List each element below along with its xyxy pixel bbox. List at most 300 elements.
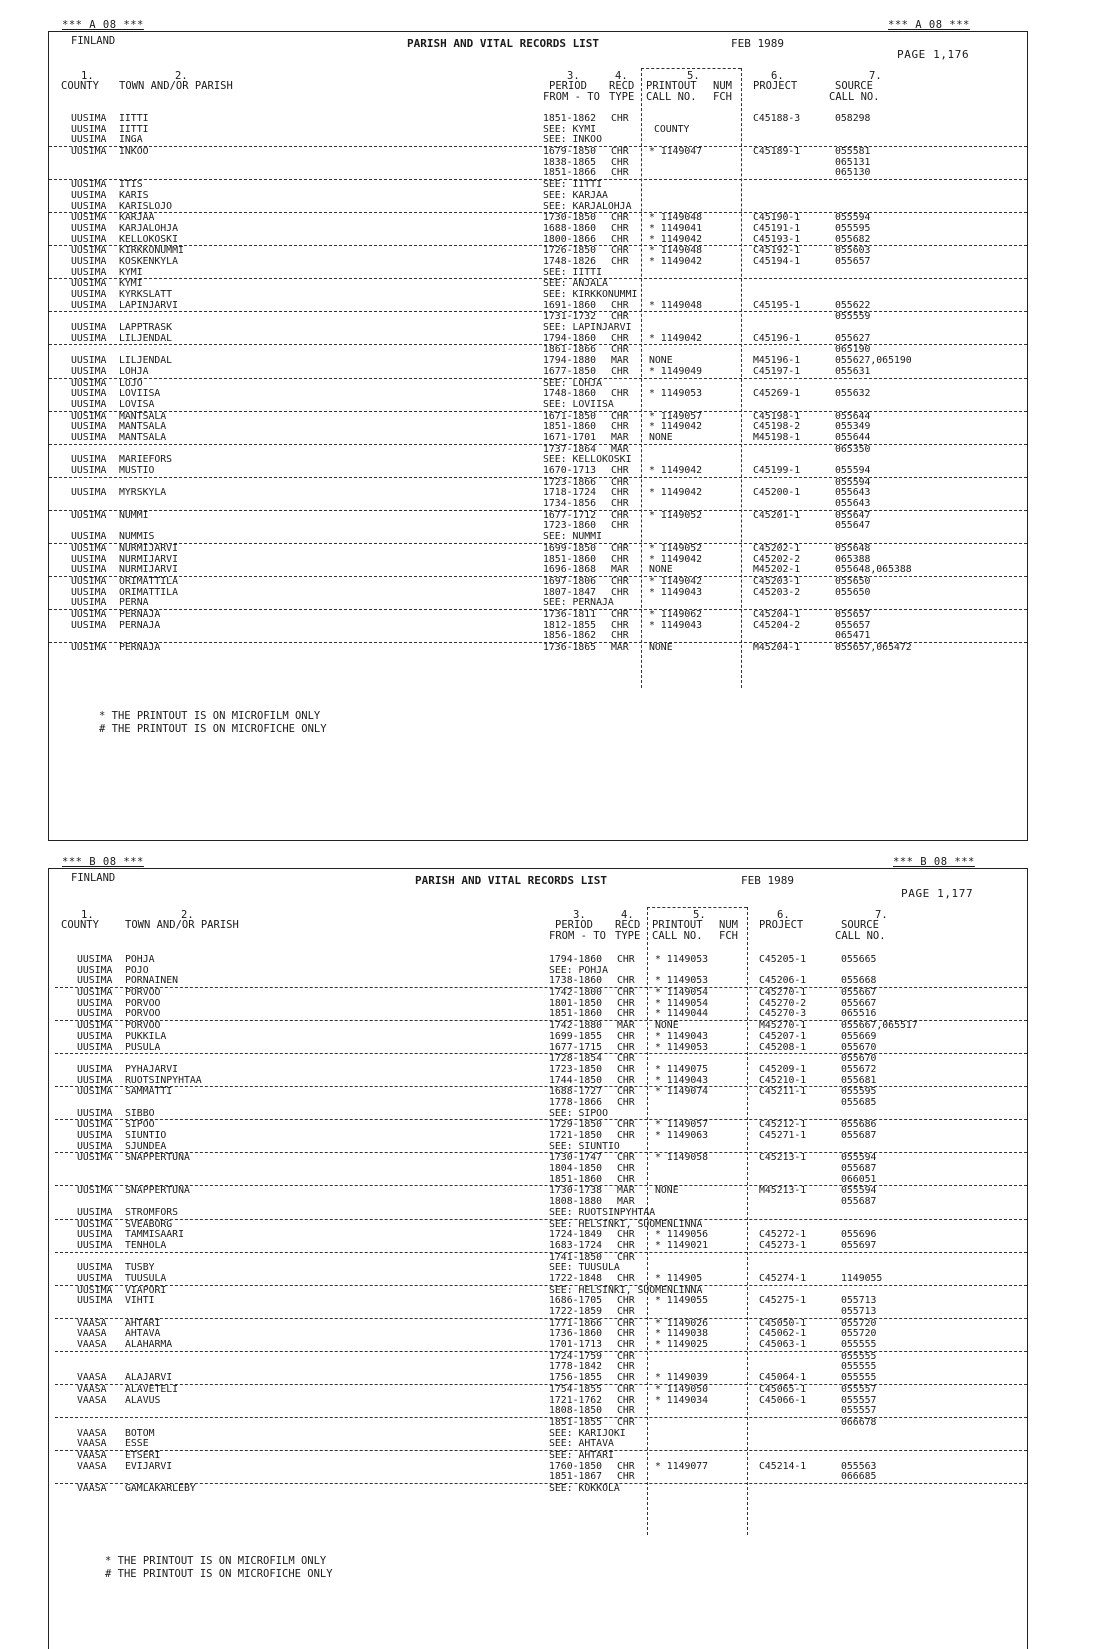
table-row	[49, 478, 1027, 489]
table-row	[49, 279, 1027, 290]
table-row	[49, 213, 1027, 224]
table-row	[55, 1329, 1027, 1340]
cell-type: CHR	[611, 476, 629, 488]
table-row	[55, 1396, 1027, 1407]
cell-period: 1728-1854	[549, 1053, 603, 1065]
table-row	[55, 1065, 1027, 1076]
page-b-stars-right: *** B 08 ***	[893, 856, 975, 868]
col-town: TOWN AND/OR PARISH	[119, 80, 233, 92]
cell-period: 1677-1715	[549, 1041, 603, 1053]
cell-source-call-no: 065388	[835, 553, 871, 565]
cell-period: 1738-1860	[549, 975, 603, 987]
column-header-row2	[49, 930, 1027, 942]
cell-period: SEE: NUMMI	[543, 531, 602, 543]
table-row	[55, 1418, 1027, 1429]
cell-project: M45213-1	[759, 1185, 807, 1197]
table-row	[55, 1362, 1027, 1373]
cell-town: SNAPPERTUNA	[125, 1152, 190, 1164]
cell-project: C45273-1	[759, 1239, 807, 1251]
cell-type: CHR	[617, 1306, 635, 1317]
cell-type: CHR	[617, 1163, 635, 1175]
cell-type: MAR	[617, 1020, 635, 1032]
cell-source-call-no: 055682	[835, 233, 871, 245]
cell-period: 1737-1864	[543, 443, 597, 455]
cell-town: KYMI	[119, 266, 143, 278]
cell-county: UUSIMA	[71, 398, 107, 410]
cell-type: CHR	[611, 520, 629, 532]
cell-town: KYMI	[119, 278, 143, 290]
table-row	[55, 976, 1027, 988]
cell-town: KARIS	[119, 189, 149, 201]
table-row	[49, 257, 1027, 268]
cell-type: CHR	[611, 233, 629, 245]
cell-period: 1800-1866	[543, 233, 597, 245]
cell-type: CHR	[617, 1295, 635, 1307]
cell-county: UUSIMA	[71, 233, 107, 245]
cell-printout-call-no: * 1149042	[649, 332, 703, 344]
cell-project: C45050-1	[759, 1317, 807, 1329]
col-source-callno: CALL NO.	[829, 91, 880, 103]
cell-source-call-no: 055594	[835, 465, 871, 476]
cell-printout-call-no: * 1149053	[649, 388, 703, 400]
cell-county: UUSIMA	[77, 1152, 113, 1164]
cell-period: 1729-1850	[549, 1119, 603, 1131]
cell-type: CHR	[617, 1339, 635, 1351]
table-row	[55, 1429, 1027, 1440]
cell-county: UUSIMA	[77, 1140, 113, 1152]
cell-town: PUSULA	[125, 1041, 161, 1053]
cell-county: VAASA	[77, 1328, 107, 1340]
country-label: FINLAND	[71, 872, 116, 884]
table-row	[55, 1076, 1027, 1088]
table-row	[55, 1186, 1027, 1197]
cell-source-call-no: 055657	[835, 619, 871, 631]
col-callno: CALL NO.	[646, 91, 697, 103]
col-num-1: 1.	[81, 909, 94, 921]
cell-town: ORIMATTILA	[119, 575, 178, 587]
cell-type: CHR	[617, 1317, 635, 1329]
cell-period: 1731-1732	[543, 311, 597, 323]
table-row	[55, 1087, 1027, 1098]
cell-source-call-no: 055555	[841, 1372, 877, 1384]
cell-town: SIBBO	[125, 1107, 155, 1119]
col-recd: RECD	[615, 919, 641, 931]
table-row	[49, 367, 1027, 379]
table-row	[49, 135, 1027, 147]
page-a	[48, 31, 1028, 841]
cell-town: LOHJA	[119, 365, 149, 377]
table-row	[49, 235, 1027, 247]
cell-county: UUSIMA	[71, 365, 107, 377]
cell-type: CHR	[617, 1272, 635, 1284]
cell-project: C45213-1	[759, 1152, 807, 1164]
cell-period: 1736-1865	[543, 642, 597, 653]
cell-source-call-no: 055555	[841, 1350, 877, 1362]
table-row	[55, 1286, 1027, 1297]
cell-county: UUSIMA	[71, 465, 107, 476]
cell-type: CHR	[617, 1471, 635, 1483]
col-num-2: 2.	[175, 70, 188, 82]
cell-printout-call-no: * 1149054	[655, 997, 709, 1009]
cell-type: CHR	[611, 575, 629, 587]
col-num-4: 4.	[621, 909, 634, 921]
cell-period: 1671-1850	[543, 410, 597, 422]
cell-town: KARISLOJO	[119, 200, 173, 212]
cell-town: KELLOKOSKI	[119, 233, 178, 245]
cell-county: UUSIMA	[77, 1020, 113, 1032]
cell-source-call-no: 055647	[835, 520, 871, 532]
cell-type: CHR	[611, 553, 629, 565]
cell-town: BOTOM	[125, 1427, 155, 1439]
cell-project: C45199-1	[753, 465, 801, 476]
cell-town: IITTI	[119, 123, 149, 135]
cell-type: MAR	[617, 1196, 635, 1208]
cell-town: PERNAJA	[119, 619, 161, 631]
page-a-stars-right: *** A 08 ***	[888, 19, 970, 31]
cell-type: CHR	[611, 332, 629, 344]
cell-printout-call-no: * 1149062	[649, 608, 703, 620]
cell-project: C45196-1	[753, 332, 801, 344]
table-row	[49, 499, 1027, 511]
cell-type: CHR	[617, 1383, 635, 1395]
table-row	[49, 180, 1027, 191]
cell-printout-call-no: * 1149052	[649, 542, 703, 554]
cell-county: UUSIMA	[77, 1030, 113, 1042]
table-row	[49, 290, 1027, 301]
cell-source-call-no: 055563	[841, 1460, 877, 1472]
cell-county: UUSIMA	[71, 113, 107, 124]
cell-project: C45271-1	[759, 1130, 807, 1141]
cell-period: 1736-1811	[543, 608, 597, 620]
cell-town: KYRKSLATT	[119, 289, 173, 300]
table-row	[55, 955, 1027, 966]
cell-county: UUSIMA	[77, 1206, 113, 1218]
cell-town: ALAJARVI	[125, 1372, 173, 1384]
cell-period: 1670-1713	[543, 465, 597, 476]
cell-type: CHR	[611, 487, 629, 499]
col-num-5: 5.	[687, 70, 700, 82]
cell-printout-call-no: * 1149042	[649, 553, 703, 565]
cell-period: SEE: HELSINKI, SUOMENLINNA	[549, 1284, 703, 1296]
cell-town: INGA	[119, 134, 143, 146]
col-fch: FCH	[719, 930, 738, 942]
col5-box-top	[641, 68, 741, 69]
cell-printout-call-no: NONE	[655, 1185, 679, 1197]
cell-source-call-no: 065190	[835, 344, 871, 356]
cell-type: CHR	[617, 1239, 635, 1251]
cell-printout-call-no: * 1149057	[649, 410, 703, 422]
table-row	[49, 433, 1027, 445]
cell-county: UUSIMA	[77, 1107, 113, 1119]
cell-town: KARJAA	[119, 212, 155, 224]
cell-project: C45204-1	[753, 608, 801, 620]
table-row	[55, 1241, 1027, 1253]
table-row	[49, 521, 1027, 532]
cell-type: CHR	[617, 1251, 635, 1263]
cell-town: NURMIJARVI	[119, 553, 178, 565]
cell-town: TUSBY	[125, 1262, 155, 1274]
cell-type: CHR	[611, 167, 629, 179]
report-title: PARISH AND VITAL RECORDS LIST	[415, 874, 608, 887]
cell-period: 1838-1865	[543, 156, 597, 168]
cell-period: SEE: LAPINJARVI	[543, 322, 632, 334]
cell-county: UUSIMA	[71, 575, 107, 587]
col-from-to: FROM - TO	[549, 930, 606, 942]
cell-source-call-no: 055555	[841, 1361, 877, 1373]
cell-period: 1851-1867	[549, 1471, 603, 1483]
cell-town: KOSKENKYLA	[119, 255, 178, 267]
table-row	[49, 532, 1027, 544]
cell-project: C45206-1	[759, 975, 807, 987]
col-county: COUNTY	[61, 919, 99, 931]
cell-type: CHR	[617, 1405, 635, 1417]
cell-town: PORVOO	[125, 987, 161, 999]
cell-period: 1721-1762	[549, 1394, 603, 1406]
cell-source-call-no: 055669	[841, 1030, 877, 1042]
cell-source-call-no: 055594	[835, 212, 871, 224]
cell-town: NUMMIS	[119, 531, 155, 543]
table-row	[55, 1472, 1027, 1484]
cell-period: 1812-1855	[543, 619, 597, 631]
cell-town: PORVOO	[125, 997, 161, 1009]
cell-printout-call-no: * 1149053	[655, 1041, 709, 1053]
cell-county: UUSIMA	[71, 134, 107, 146]
cell-period: 1741-1850	[549, 1251, 603, 1263]
table-row	[49, 125, 1027, 136]
col-town: TOWN AND/OR PARISH	[125, 919, 239, 931]
cell-period: SEE: TUUSULA	[549, 1262, 620, 1274]
cell-period: 1688-1860	[543, 222, 597, 234]
cell-county: VAASA	[77, 1317, 107, 1329]
cell-type: CHR	[611, 299, 629, 311]
cell-town: TENHOLA	[125, 1239, 167, 1251]
cell-period: SEE: AHTARI	[549, 1449, 614, 1461]
cell-source-call-no: 1149055	[841, 1272, 883, 1284]
cell-town: LAPINJARVI	[119, 299, 178, 311]
cell-printout-call-no: * 1149042	[649, 421, 703, 433]
cell-source-call-no: 055713	[841, 1306, 877, 1317]
col-num-6: 6.	[771, 70, 784, 82]
cell-county: UUSIMA	[71, 586, 107, 598]
cell-source-call-no: 055667,065517	[841, 1020, 918, 1032]
cell-period: 1679-1850	[543, 146, 597, 158]
cell-period: 1748-1826	[543, 255, 597, 267]
table-row	[55, 1352, 1027, 1363]
records-table	[49, 114, 1027, 654]
col-period: PERIOD	[555, 919, 593, 931]
cell-printout-call-no: * 114905	[655, 1272, 703, 1284]
cell-source-call-no: 055594	[841, 1152, 877, 1164]
cell-project: C45270-1	[759, 987, 807, 999]
cell-county: UUSIMA	[77, 1086, 113, 1098]
cell-printout-call-no: * 1149043	[649, 619, 703, 631]
cell-period: SEE: PERNAJA	[543, 597, 614, 609]
cell-town: STROMFORS	[125, 1206, 179, 1218]
cell-source-call-no: 055648,065388	[835, 564, 912, 576]
cell-type: CHR	[617, 997, 635, 1009]
table-row	[49, 488, 1027, 499]
cell-town: POHJA	[125, 954, 155, 965]
page-a-stars-left: *** A 08 ***	[62, 19, 144, 31]
table-row	[55, 1197, 1027, 1208]
cell-town: AHTARI	[125, 1317, 161, 1329]
cell-county: UUSIMA	[77, 1239, 113, 1251]
records-table	[55, 955, 1027, 1495]
cell-county: UUSIMA	[71, 123, 107, 135]
cell-town: GAMLAKARLEBY	[125, 1483, 196, 1494]
cell-town: ETSERI	[125, 1449, 161, 1461]
cell-project: C45198-1	[753, 410, 801, 422]
cell-period: SEE: AHTAVA	[549, 1438, 614, 1450]
col-project: PROJECT	[753, 80, 798, 92]
cell-county: VAASA	[77, 1449, 107, 1461]
table-row	[49, 412, 1027, 423]
cell-source-call-no: 055643	[835, 487, 871, 499]
cell-type: CHR	[611, 421, 629, 433]
cell-town: NURMIJARVI	[119, 542, 178, 554]
table-row	[49, 544, 1027, 555]
cell-period: 1851-1862	[543, 113, 597, 124]
cell-period: SEE: HELSINKI, SUOMENLINNA	[549, 1218, 703, 1230]
cell-project: C45189-1	[753, 146, 801, 158]
cell-town: LOVISA	[119, 398, 155, 410]
table-row	[55, 1274, 1027, 1286]
footnote-microfiche: # THE PRINTOUT IS ON MICROFICHE ONLY	[99, 723, 327, 735]
cell-period: SEE: KYMI	[543, 123, 597, 135]
cell-period: 1723-1850	[549, 1063, 603, 1075]
page-b-stars-left: *** B 08 ***	[62, 856, 144, 868]
cell-period: 1723-1860	[543, 520, 597, 532]
cell-county: UUSIMA	[77, 1008, 113, 1020]
cell-town: ESSE	[125, 1438, 149, 1450]
col-fch: FCH	[713, 91, 732, 103]
cell-source-call-no: 055686	[841, 1119, 877, 1131]
cell-printout-call-no: * 1149047	[649, 146, 703, 158]
table-row	[49, 598, 1027, 610]
table-row	[49, 621, 1027, 632]
cell-period: 1730-1747	[549, 1152, 603, 1164]
cell-type: CHR	[611, 498, 629, 510]
cell-project: C45194-1	[753, 255, 801, 267]
cell-type: CHR	[611, 388, 629, 400]
cell-county: UUSIMA	[77, 964, 113, 976]
cell-printout-call-no: * 1149039	[655, 1372, 709, 1384]
table-row	[49, 588, 1027, 599]
cell-type: CHR	[617, 1041, 635, 1053]
cell-printout-call-no: * 1149042	[649, 575, 703, 587]
table-row	[55, 1296, 1027, 1307]
cell-county: UUSIMA	[71, 531, 107, 543]
cell-period: SEE: SIPOO	[549, 1107, 608, 1119]
cell-source-call-no: 055595	[841, 1086, 877, 1098]
cell-source-call-no: 055643	[835, 498, 871, 510]
table-row	[49, 422, 1027, 433]
table-row	[55, 1032, 1027, 1043]
cell-county: UUSIMA	[71, 487, 107, 499]
cell-source-call-no: 055713	[841, 1295, 877, 1307]
table-row	[49, 168, 1027, 180]
cell-type: CHR	[611, 619, 629, 631]
cell-source-call-no: 055594	[835, 476, 871, 488]
cell-county: UUSIMA	[71, 509, 107, 521]
table-row	[55, 1098, 1027, 1109]
table-row	[49, 577, 1027, 588]
cell-type: CHR	[611, 344, 629, 356]
cell-period: 1748-1860	[543, 388, 597, 400]
cell-printout-call-no: NONE	[649, 431, 673, 443]
cell-source-call-no: 055557	[841, 1383, 877, 1395]
cell-town: NURMIJARVI	[119, 564, 178, 576]
cell-town: MANTSALA	[119, 410, 167, 422]
cell-period: 1807-1847	[543, 586, 597, 598]
cell-type: CHR	[617, 1350, 635, 1362]
cell-county: VAASA	[77, 1394, 107, 1406]
table-row	[49, 147, 1027, 158]
cell-period: SEE: IITTI	[543, 266, 602, 278]
col5-box-top	[647, 907, 747, 908]
cell-printout-call-no: * 1149048	[649, 212, 703, 224]
cell-county: UUSIMA	[77, 1041, 113, 1053]
cell-project: C45198-2	[753, 421, 801, 433]
cell-town: SVEABORG	[125, 1218, 173, 1230]
cell-county: UUSIMA	[71, 608, 107, 620]
cell-period: 1724-1759	[549, 1350, 603, 1362]
cell-county: VAASA	[77, 1483, 107, 1494]
cell-town: SJUNDEA	[125, 1140, 167, 1152]
col-num: NUM	[713, 80, 732, 92]
table-row	[55, 1220, 1027, 1231]
cell-type: CHR	[611, 222, 629, 234]
cell-town: MUSTIO	[119, 465, 155, 476]
cell-type: CHR	[611, 311, 629, 323]
cell-type: CHR	[617, 1074, 635, 1086]
cell-type: CHR	[611, 365, 629, 377]
col-recd: RECD	[609, 80, 635, 92]
cell-type: CHR	[617, 1030, 635, 1042]
cell-project: C45065-1	[759, 1383, 807, 1395]
cell-source-call-no: 055667	[841, 997, 877, 1009]
cell-source-call-no: 055555	[841, 1339, 877, 1351]
col-num-3: 3.	[567, 70, 580, 82]
cell-source-call-no: 055650	[835, 575, 871, 587]
report-date: FEB 1989	[741, 874, 794, 887]
report-date: FEB 1989	[731, 37, 784, 50]
cell-source-call-no: 055696	[841, 1229, 877, 1241]
cell-type: CHR	[617, 1173, 635, 1185]
cell-period: 1722-1848	[549, 1272, 603, 1284]
cell-type: MAR	[611, 443, 629, 455]
cell-printout-call-no: * 1149077	[655, 1460, 709, 1472]
cell-period: 1699-1855	[549, 1030, 603, 1042]
cell-source-call-no: 055622	[835, 299, 871, 311]
cell-town: MANTSALA	[119, 421, 167, 433]
cell-type: CHR	[617, 1086, 635, 1098]
cell-project: C45205-1	[759, 954, 807, 965]
cell-project: C45272-1	[759, 1229, 807, 1241]
cell-county: UUSIMA	[77, 1119, 113, 1131]
cell-county: UUSIMA	[71, 299, 107, 311]
cell-source-call-no: 055697	[841, 1239, 877, 1251]
table-row	[55, 1153, 1027, 1164]
cell-period: 1808-1880	[549, 1196, 603, 1208]
cell-county: UUSIMA	[71, 553, 107, 565]
cell-period: 1754-1855	[549, 1383, 603, 1395]
cell-printout-call-no: * 1149053	[655, 975, 709, 987]
cell-project: M45198-1	[753, 431, 801, 443]
cell-county: UUSIMA	[77, 954, 113, 965]
cell-source-call-no: 055650	[835, 586, 871, 598]
cell-county: UUSIMA	[71, 355, 107, 367]
